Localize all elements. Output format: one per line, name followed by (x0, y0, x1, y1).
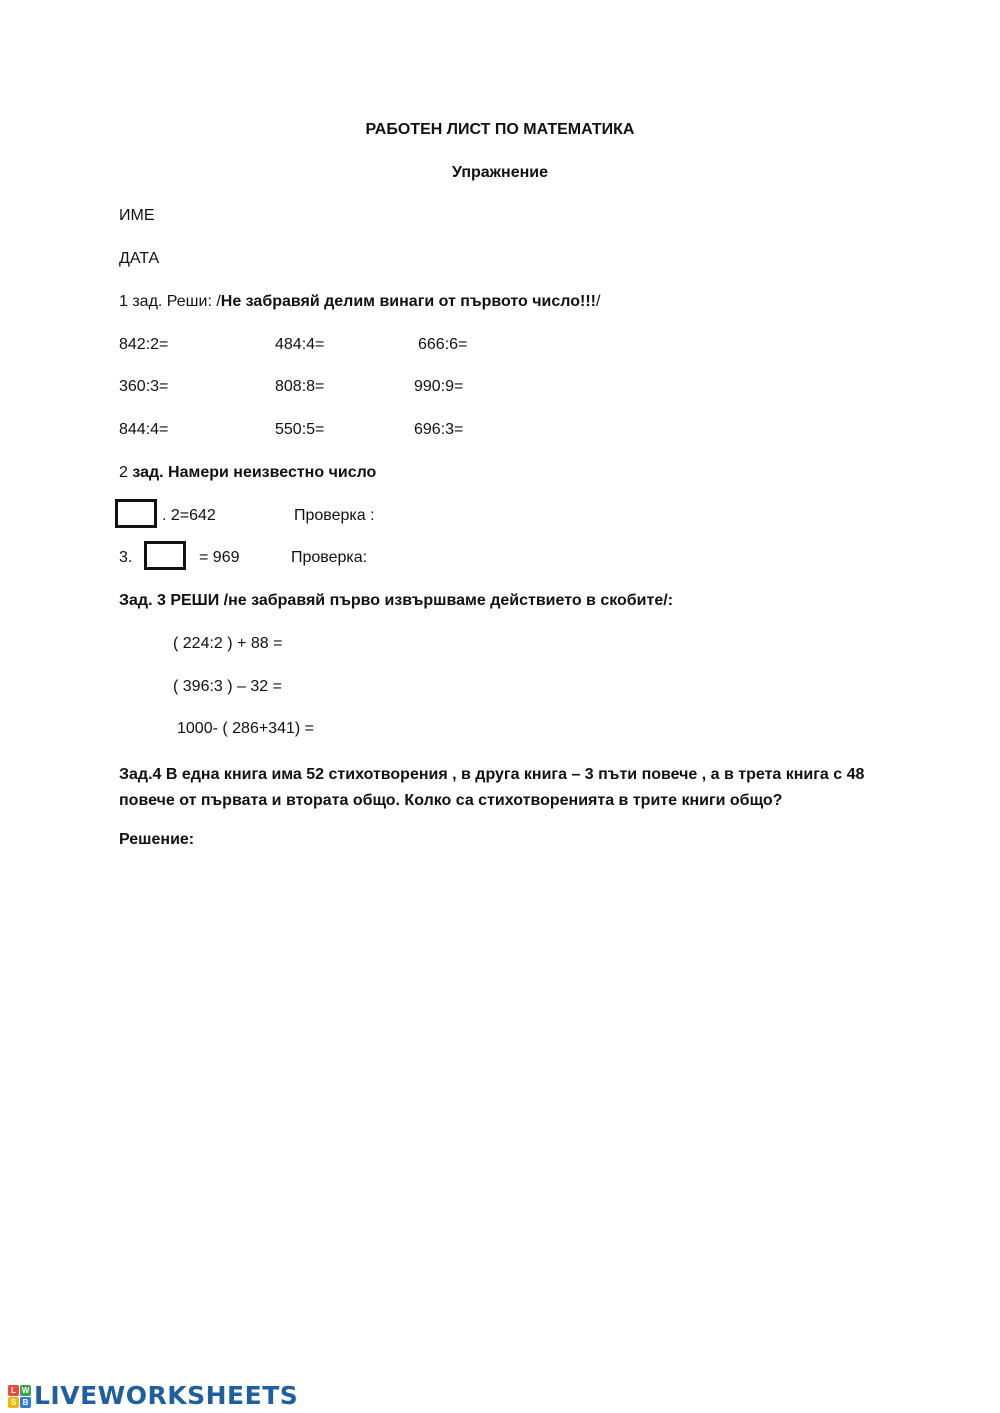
task1-heading (119, 292, 600, 312)
footer-logo[interactable] (8, 1382, 298, 1410)
task2-heading (119, 463, 376, 483)
task2-answer-box-1[interactable] (115, 499, 157, 528)
task1-r1c3: 666:6= (418, 336, 468, 353)
task1-r3c3: 696:3= (414, 421, 464, 438)
page-title: РАБОТЕН ЛИСТ ПО МАТЕМАТИКА (365, 121, 635, 138)
task1-r3c2: 550:5= (275, 421, 325, 438)
task3-expr-2: ( 396:3 ) – 32 = (173, 678, 282, 695)
logo-tile-1: L (8, 1385, 19, 1396)
task2-check-1: Проверка : (294, 507, 375, 524)
task1-r2c1: 360:3= (119, 378, 169, 395)
logo-tile-3: S (8, 1397, 19, 1408)
task4-solution-label: Решение: (119, 831, 195, 848)
task3-expr-1: ( 224:2 ) + 88 = (173, 635, 283, 652)
name-field-label: ИМЕ (119, 207, 155, 224)
task4-text: Зад.4 В една книга има 52 стихотворения , в друга книга – 3 пъти повече , а в трета книга с 48 повече от първата и втората общо. Колко са стихотворенията в трите книги общо? (119, 766, 865, 809)
task2-label: зад. Намери неизвестно число (127, 464, 377, 481)
logo-tile-4: B (20, 1397, 31, 1408)
task1-r3c1: 844:4= (119, 421, 169, 438)
task2-equation-2-suffix: = 969 (199, 549, 240, 566)
task2-number: 2 (119, 464, 128, 481)
task1-r1c1: 842:2= (119, 336, 169, 353)
task2-check-2: Проверка: (291, 549, 368, 566)
footer-brand: LIVEWORKSHEETS (34, 1381, 299, 1410)
page-subtitle: Упражнение (452, 164, 548, 181)
liveworksheets-logo-icon (8, 1385, 31, 1408)
task1-r2c3: 990:9= (414, 378, 464, 395)
task1-closing: / (595, 293, 601, 310)
task2-equation-2-prefix: 3. (119, 549, 133, 566)
task1-r1c2: 484:4= (275, 336, 325, 353)
task2-answer-box-2[interactable] (144, 541, 186, 570)
task3-heading: Зад. 3 РЕШИ /не забравяй първо извършваме действието в скобите/: (119, 592, 674, 609)
logo-tile-2: W (21, 1385, 30, 1395)
task1-label: 1 зад. Реши: / (119, 293, 221, 310)
task1-instruction: Не забравяй делим винаги от първото число!!! (220, 293, 596, 310)
date-field-label: ДАТА (119, 250, 160, 267)
task3-expr-3: 1000- ( 286+341) = (177, 720, 314, 737)
task1-r2c2: 808:8= (275, 378, 325, 395)
task2-equation-1: . 2=642 (162, 507, 216, 524)
